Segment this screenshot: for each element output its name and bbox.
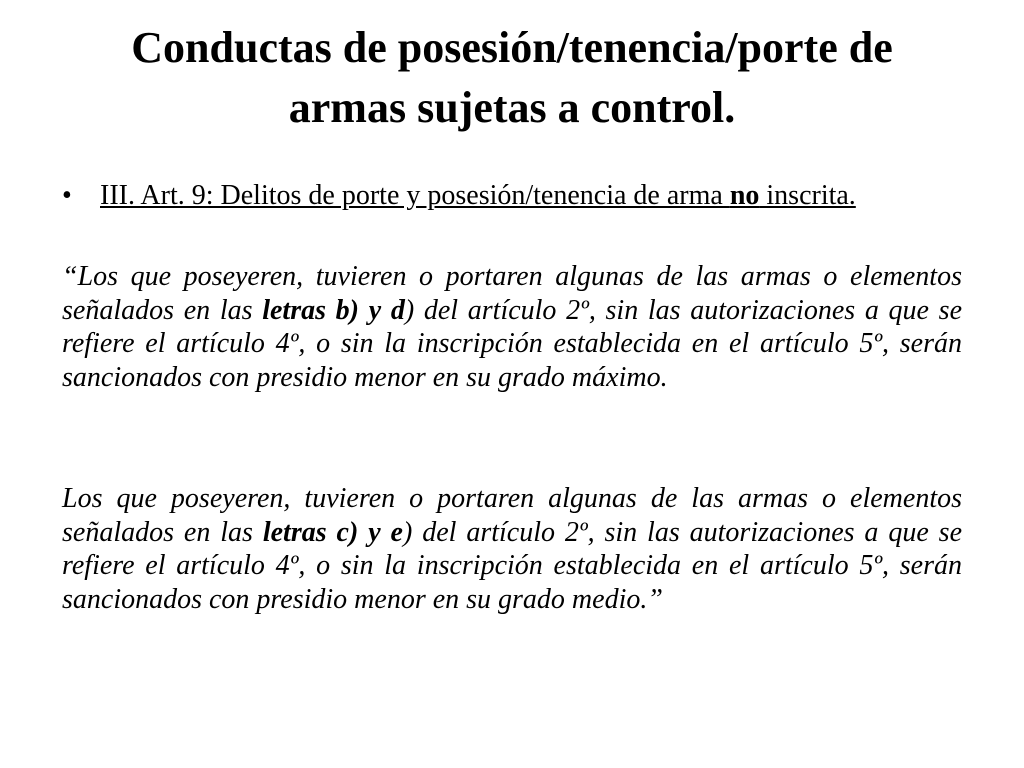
paragraph-2-part-1: Los que poseyeren, tuvieren o portaren algunas de las armas o elementos señalados en las [62,483,962,548]
slide-title [0,18,1024,138]
paragraph-1-bold: letras b) y d [262,294,405,326]
bullet-text-start: III. Art. 9: Delitos de porte y posesión/tenencia de arma [100,180,730,211]
paragraph-1-part-2: ) del artículo 2º, sin las autorizaciones a que se refiere el artículo 4º, o sin la inscripción establecida en el artículo 5º, serán sancionados con presidio menor en su grado máximo. [62,294,962,393]
quote-paragraph-1 [62,260,962,394]
title-line-1: Conductas de posesión/tenencia/porte de [131,23,893,72]
bullet-text-end: inscrita. [759,180,856,211]
bullet-item [62,180,962,212]
paragraph-2-part-2: ) del artículo 2º, sin las autorizaciones a que se refiere el artículo 4º, o sin la inscripción establecida en el artículo 5º, serán sancionados con presidio menor en su grado medio.” [62,516,963,615]
title-line-2: armas sujetas a control. [288,83,736,132]
paragraph-1-part-1: “Los que poseyeren, tuvieren o portaren algunas de las armas o elementos señalados en las [62,261,962,326]
quote-paragraph-2 [62,482,962,616]
bullet-text [100,180,962,212]
bullet-text-bold: no [729,180,760,211]
bullet-marker: • [62,180,72,211]
paragraph-2-bold: letras c) y e [262,516,403,548]
